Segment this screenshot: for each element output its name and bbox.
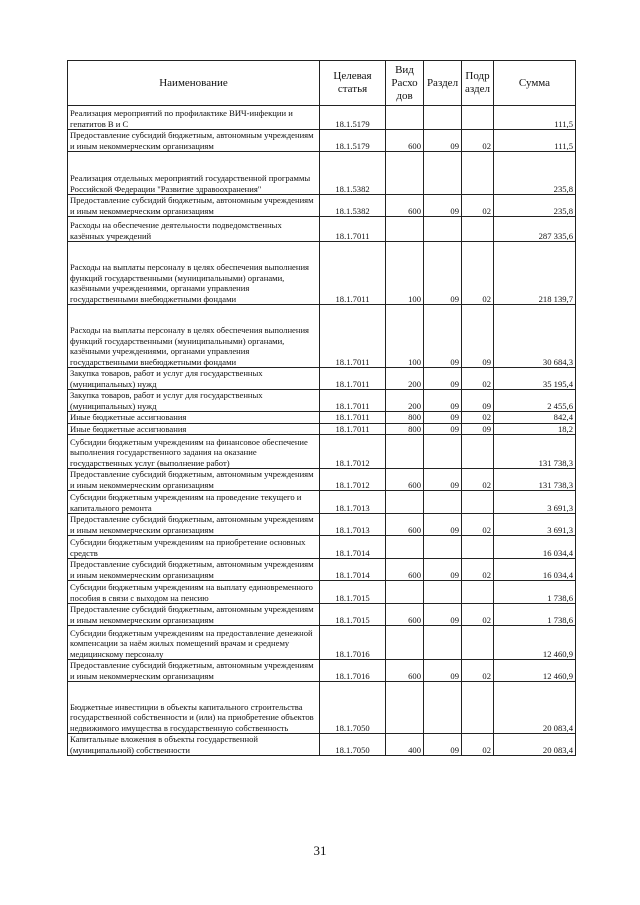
cell-type: 800: [386, 412, 424, 424]
header-subsection: Подр аздел: [462, 61, 494, 106]
cell-name: Предоставление субсидий бюджетным, автономным учреждениям и иным некоммерческим организациям: [68, 195, 320, 217]
cell-sum: 3 691,3: [494, 514, 576, 536]
cell-name: Предоставление субсидий бюджетным, автономным учреждениям и иным некоммерческим организациям: [68, 604, 320, 626]
cell-type: 600: [386, 559, 424, 581]
cell-section: [424, 435, 462, 469]
cell-sum: 18,2: [494, 423, 576, 435]
cell-section: [424, 217, 462, 242]
cell-subsection: [462, 536, 494, 559]
cell-target: 18.1.7050: [320, 734, 386, 756]
cell-name: Капитальные вложения в объекты государственной (муниципальной) собственности: [68, 734, 320, 756]
cell-sum: 3 691,3: [494, 491, 576, 514]
cell-section: 09: [424, 559, 462, 581]
cell-type: [386, 435, 424, 469]
cell-subsection: 02: [462, 514, 494, 536]
cell-section: [424, 106, 462, 130]
cell-name: Закупка товаров, работ и услуг для государственных (муниципальных) нужд: [68, 390, 320, 412]
cell-subsection: 02: [462, 660, 494, 682]
cell-sum: 20 083,4: [494, 682, 576, 734]
cell-section: 09: [424, 130, 462, 152]
cell-target: 18.1.7014: [320, 536, 386, 559]
cell-subsection: 09: [462, 423, 494, 435]
table-row: [68, 660, 576, 682]
cell-section: 09: [424, 242, 462, 305]
cell-sum: 111,5: [494, 130, 576, 152]
cell-name: Бюджетные инвестиции в объекты капитального строительства государственной собственности и (или) на приобретение объектов недвижимого имущества в государственную собственность: [68, 682, 320, 734]
table-row: [68, 130, 576, 152]
cell-subsection: 02: [462, 559, 494, 581]
cell-target: 18.1.7011: [320, 217, 386, 242]
cell-target: 18.1.7050: [320, 682, 386, 734]
cell-section: 09: [424, 660, 462, 682]
cell-name: Субсидии бюджетным учреждениям на приобретение основных средств: [68, 536, 320, 559]
cell-sum: 235,8: [494, 195, 576, 217]
table-row: [68, 152, 576, 195]
cell-subsection: [462, 626, 494, 660]
cell-name: Предоставление субсидий бюджетным, автономным учреждениям и иным некоммерческим организациям: [68, 660, 320, 682]
cell-target: 18.1.5382: [320, 195, 386, 217]
cell-type: [386, 106, 424, 130]
table-row: [68, 412, 576, 424]
cell-sum: 111,5: [494, 106, 576, 130]
cell-sum: 1 738,6: [494, 604, 576, 626]
cell-target: 18.1.5179: [320, 130, 386, 152]
cell-target: 18.1.7016: [320, 660, 386, 682]
cell-subsection: 02: [462, 130, 494, 152]
cell-subsection: [462, 152, 494, 195]
cell-name: Расходы на выплаты персоналу в целях обеспечения выполнения функций государственными (муниципальными) органами, казёнными учреждениями, органами управления государственными внебюджетными фондами: [68, 305, 320, 368]
page-number: 31: [313, 843, 327, 858]
cell-name: Предоставление субсидий бюджетным, автономным учреждениям и иным некоммерческим организациям: [68, 469, 320, 491]
cell-type: [386, 682, 424, 734]
table-row: [68, 195, 576, 217]
cell-target: 18.1.7013: [320, 491, 386, 514]
cell-subsection: 02: [462, 368, 494, 390]
header-sum: Сумма: [494, 61, 576, 106]
cell-name: Иные бюджетные ассигнования: [68, 423, 320, 435]
cell-name: Реализация отдельных мероприятий государственной программы Российской Федерации "Развитие здравоохранения": [68, 152, 320, 195]
cell-type: [386, 152, 424, 195]
cell-name: Субсидии бюджетным учреждениям на выплату единовременного пособия в связи с выходом на пенсию: [68, 581, 320, 604]
cell-name: Расходы на обеспечение деятельности подведомственных казённых учреждений: [68, 217, 320, 242]
cell-target: 18.1.5179: [320, 106, 386, 130]
cell-target: 18.1.7013: [320, 514, 386, 536]
cell-type: 400: [386, 734, 424, 756]
cell-section: [424, 626, 462, 660]
cell-sum: 16 034,4: [494, 559, 576, 581]
cell-target: 18.1.7015: [320, 581, 386, 604]
table-row: [68, 626, 576, 660]
cell-sum: 35 195,4: [494, 368, 576, 390]
cell-type: 800: [386, 423, 424, 435]
cell-target: 18.1.5382: [320, 152, 386, 195]
cell-sum: 20 083,4: [494, 734, 576, 756]
table-row: [68, 423, 576, 435]
table-row: [68, 305, 576, 368]
cell-section: 09: [424, 305, 462, 368]
cell-subsection: 02: [462, 242, 494, 305]
cell-sum: 1 738,6: [494, 581, 576, 604]
cell-subsection: 02: [462, 604, 494, 626]
cell-sum: 218 139,7: [494, 242, 576, 305]
cell-sum: 12 460,9: [494, 626, 576, 660]
budget-table: [67, 60, 576, 756]
cell-type: 600: [386, 469, 424, 491]
cell-type: 200: [386, 390, 424, 412]
table-row: [68, 682, 576, 734]
cell-type: 600: [386, 130, 424, 152]
table-row: [68, 734, 576, 756]
cell-subsection: [462, 491, 494, 514]
cell-sum: 131 738,3: [494, 469, 576, 491]
cell-section: 09: [424, 469, 462, 491]
cell-sum: 30 684,3: [494, 305, 576, 368]
cell-target: 18.1.7011: [320, 390, 386, 412]
cell-section: 09: [424, 368, 462, 390]
cell-type: [386, 581, 424, 604]
cell-sum: 131 738,3: [494, 435, 576, 469]
cell-subsection: 02: [462, 195, 494, 217]
cell-section: [424, 491, 462, 514]
cell-subsection: 02: [462, 469, 494, 491]
cell-type: [386, 536, 424, 559]
cell-type: 100: [386, 242, 424, 305]
cell-type: 600: [386, 604, 424, 626]
cell-name: Субсидии бюджетным учреждениям на проведение текущего и капитального ремонта: [68, 491, 320, 514]
cell-section: 09: [424, 514, 462, 536]
cell-subsection: [462, 217, 494, 242]
cell-section: [424, 536, 462, 559]
cell-sum: 235,8: [494, 152, 576, 195]
cell-section: 09: [424, 423, 462, 435]
cell-section: 09: [424, 412, 462, 424]
cell-name: Закупка товаров, работ и услуг для государственных (муниципальных) нужд: [68, 368, 320, 390]
cell-type: 600: [386, 660, 424, 682]
cell-target: 18.1.7011: [320, 368, 386, 390]
cell-name: Предоставление субсидий бюджетным, автономным учреждениям и иным некоммерческим организациям: [68, 559, 320, 581]
cell-target: 18.1.7015: [320, 604, 386, 626]
table-row: [68, 581, 576, 604]
cell-subsection: [462, 581, 494, 604]
table-row: [68, 514, 576, 536]
cell-type: [386, 491, 424, 514]
cell-type: 100: [386, 305, 424, 368]
cell-type: 600: [386, 514, 424, 536]
table-body: [68, 106, 576, 756]
cell-target: 18.1.7011: [320, 242, 386, 305]
header-name: Наименование: [68, 61, 320, 106]
table-row: [68, 536, 576, 559]
cell-section: [424, 152, 462, 195]
cell-name: Предоставление субсидий бюджетным, автономным учреждениям и иным некоммерческим организациям: [68, 130, 320, 152]
header-row: [68, 61, 576, 106]
cell-section: 09: [424, 734, 462, 756]
cell-type: [386, 217, 424, 242]
header-target: Целевая статья: [320, 61, 386, 106]
cell-section: 09: [424, 390, 462, 412]
cell-subsection: [462, 682, 494, 734]
table-row: [68, 604, 576, 626]
cell-sum: 287 335,6: [494, 217, 576, 242]
cell-sum: 16 034,4: [494, 536, 576, 559]
table-row: [68, 390, 576, 412]
table-row: [68, 217, 576, 242]
table-row: [68, 106, 576, 130]
table-row: [68, 242, 576, 305]
cell-target: 18.1.7011: [320, 305, 386, 368]
table-row: [68, 469, 576, 491]
cell-section: 09: [424, 195, 462, 217]
cell-section: 09: [424, 604, 462, 626]
cell-subsection: 02: [462, 734, 494, 756]
cell-section: [424, 682, 462, 734]
cell-sum: 2 455,6: [494, 390, 576, 412]
cell-target: 18.1.7016: [320, 626, 386, 660]
cell-sum: 842,4: [494, 412, 576, 424]
cell-target: 18.1.7012: [320, 435, 386, 469]
header-section: Раздел: [424, 61, 462, 106]
cell-subsection: 09: [462, 390, 494, 412]
table-row: [68, 559, 576, 581]
cell-target: 18.1.7011: [320, 412, 386, 424]
table-row: [68, 368, 576, 390]
cell-target: 18.1.7014: [320, 559, 386, 581]
cell-subsection: [462, 106, 494, 130]
cell-subsection: 09: [462, 305, 494, 368]
cell-name: Расходы на выплаты персоналу в целях обеспечения выполнения функций государственными (муниципальными) органами, казёнными учреждениями, органами управления государственными внебюджетными фондами: [68, 242, 320, 305]
cell-type: 200: [386, 368, 424, 390]
cell-name: Реализация мероприятий по профилактике ВИЧ-инфекции и гепатитов В и С: [68, 106, 320, 130]
header-type: Вид Расхо дов: [386, 61, 424, 106]
cell-target: 18.1.7012: [320, 469, 386, 491]
cell-type: [386, 626, 424, 660]
cell-name: Субсидии бюджетным учреждениям на предоставление денежной компенсации за наём жилых помещений врачам и среднему медицинскому персоналу: [68, 626, 320, 660]
cell-name: Субсидии бюджетным учреждениям на финансовое обеспечение выполнения государственного задания на оказание государственных услуг (выполнение работ): [68, 435, 320, 469]
table-row: [68, 491, 576, 514]
table-header: [68, 61, 576, 106]
cell-sum: 12 460,9: [494, 660, 576, 682]
cell-target: 18.1.7011: [320, 423, 386, 435]
cell-type: 600: [386, 195, 424, 217]
cell-subsection: 02: [462, 412, 494, 424]
cell-name: Предоставление субсидий бюджетным, автономным учреждениям и иным некоммерческим организациям: [68, 514, 320, 536]
table-row: [68, 435, 576, 469]
cell-subsection: [462, 435, 494, 469]
cell-name: Иные бюджетные ассигнования: [68, 412, 320, 424]
cell-section: [424, 581, 462, 604]
